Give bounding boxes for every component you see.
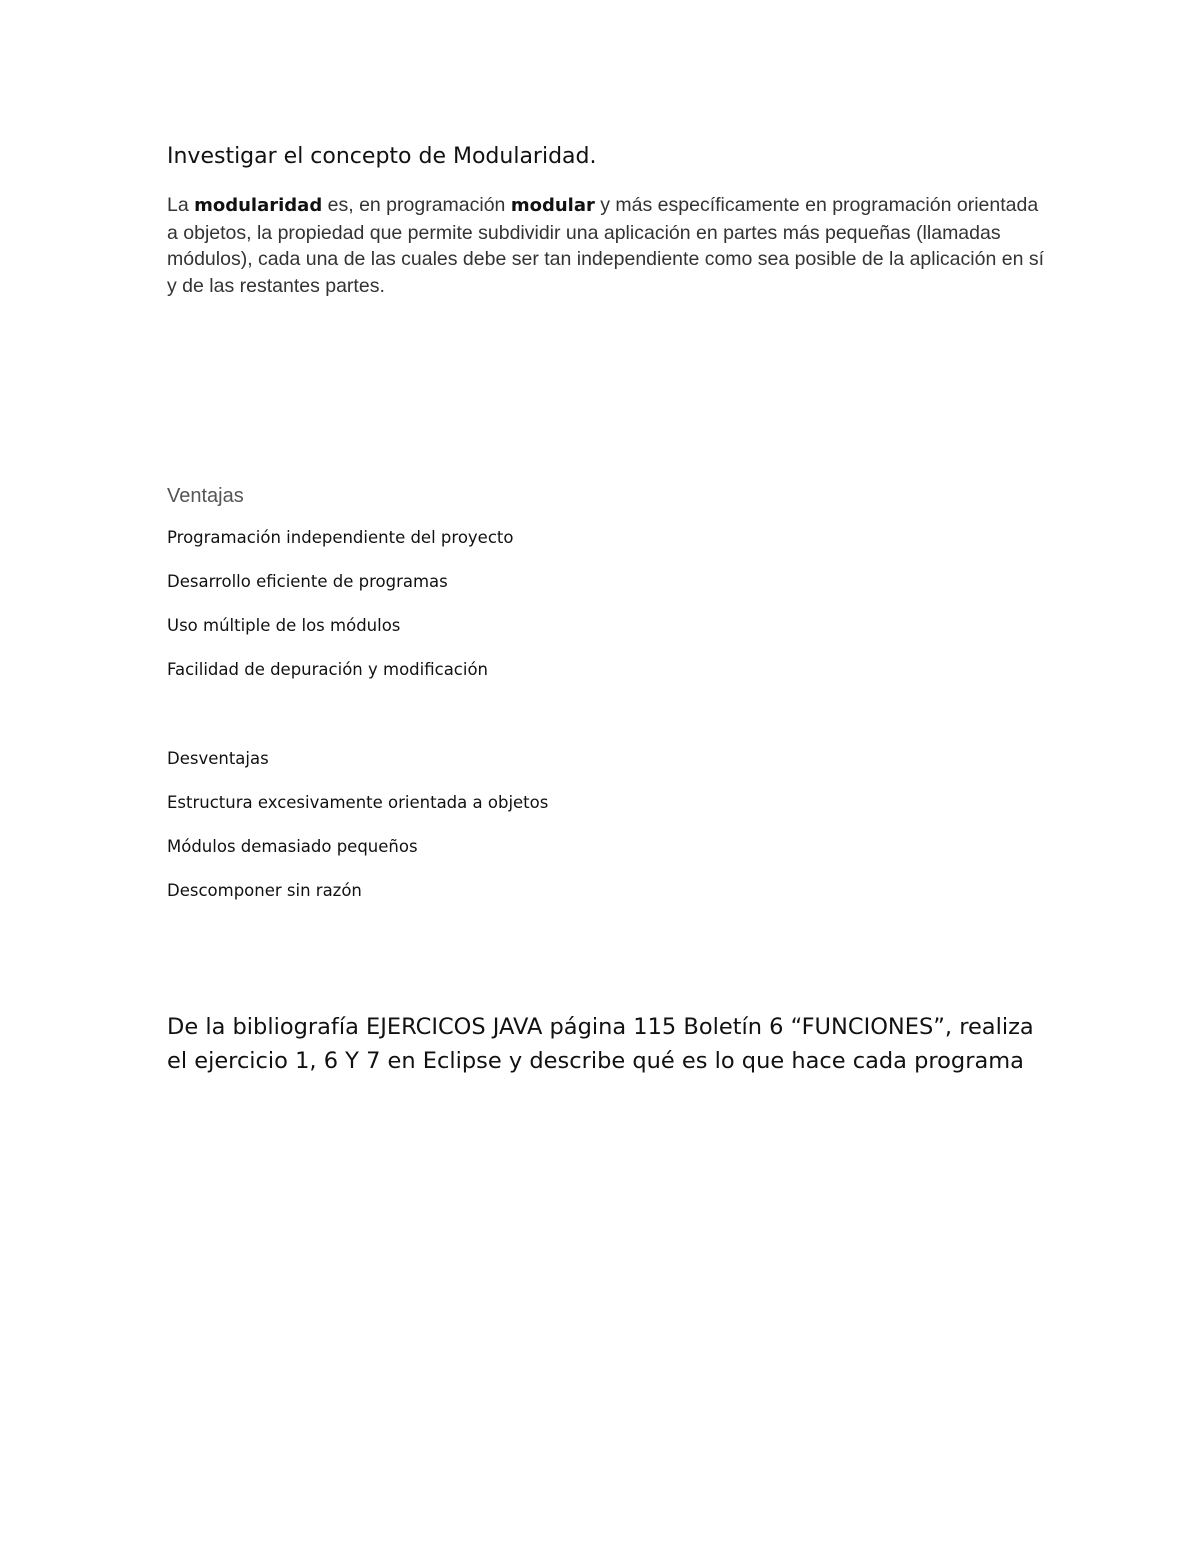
list-item: Estructura excesivamente orientada a objetos — [167, 793, 549, 812]
definition-paragraph — [167, 192, 1047, 299]
definition-keyword-modularidad: modularidad — [194, 195, 323, 216]
disadvantages-list — [167, 792, 548, 924]
page-title: Investigar el concepto de Modularidad. — [167, 144, 597, 169]
list-item: Programación independiente del proyecto — [167, 528, 514, 547]
definition-text-2: es, en programación — [322, 194, 511, 216]
disadvantages-title: Desventajas — [167, 749, 269, 768]
definition-text-1: La — [167, 194, 195, 216]
list-item: Facilidad de depuración y modificación — [167, 660, 489, 679]
list-item: Uso múltiple de los módulos — [167, 616, 401, 635]
definition-keyword-modular: modular — [510, 195, 595, 216]
assignment-instructions: De la bibliografía EJERCICOS JAVA página 115 Boletín 6 “FUNCIONES”, realiza el ejercicio 1, 6 Y 7 en Eclipse y describe qué es lo que hace cada programa — [167, 1014, 1034, 1074]
definition-text-3: y más específicamente en programación orientada a objetos, la propiedad que permite subdividir una aplicación en partes más pequeñas (llamadas módulos), cada una de las cuales debe ser tan independiente como sea posible de la aplicación en sí y de las restantes partes. — [167, 194, 1044, 297]
list-item: Desarrollo eficiente de programas — [167, 572, 448, 591]
advantages-list — [167, 527, 513, 703]
list-item: Descomponer sin razón — [167, 881, 362, 900]
advantages-title: Ventajas — [167, 485, 244, 507]
list-item: Módulos demasiado pequeños — [167, 837, 418, 856]
